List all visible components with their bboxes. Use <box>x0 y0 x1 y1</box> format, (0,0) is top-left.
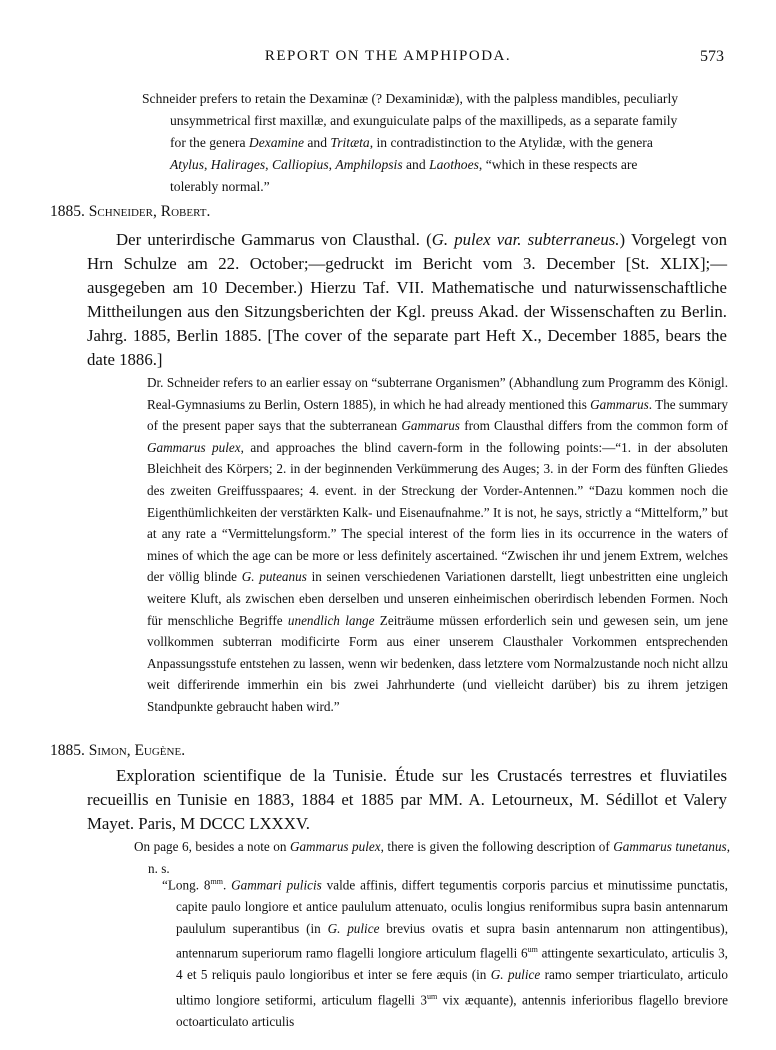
running-title: REPORT ON THE AMPHIPODA. <box>264 48 512 64</box>
species-name: G. puteanus <box>241 569 307 585</box>
annotation-note: On page 6, besides a note on Gammarus pulex, there is given the following description of Gammarus tunetanus, n. s. <box>134 839 730 876</box>
quote-line: unsymmetrical first maxillæ, and exunguiculate palps of the maxillipeds, as a separate family <box>170 113 678 128</box>
quote-line: Schneider prefers to retain the Dexaminæ (? Dexaminidæ), with the palpless mandibles, peculiarly <box>142 91 679 106</box>
continued-quote <box>142 88 726 198</box>
quote-line: tolerably normal.” <box>170 179 270 194</box>
genus-name: Dexamine <box>248 135 304 150</box>
species-name: Gammarus pulex <box>147 439 241 455</box>
entry-year: 1885. <box>50 742 85 759</box>
emphasis: unendlich lange <box>287 612 375 628</box>
genus-name: Gammarus <box>590 396 649 412</box>
species-name: G. pulice <box>490 967 541 983</box>
author-last-name: Simon, <box>88 742 131 759</box>
genus-name: Atylus <box>170 157 204 172</box>
species-name: Gammarus tunetanus <box>613 839 727 854</box>
author-first-name: Eugène. <box>134 742 186 759</box>
species-name: Gammari pulicis <box>231 877 322 893</box>
bibliographic-citation: Exploration scientifique de la Tunisie. Étude sur les Crustacés terrestres et fluviatiles recueillis en Tunisie en 1883, 1884 et 1885 par MM. A. Letourneux, M. Sédillot et Valery Mayet. Paris, M DCCC LXXXV. <box>87 766 727 833</box>
genus-name: Laothoes <box>429 157 479 172</box>
bibliographic-citation: Der unterirdische Gammarus von Clausthal. (G. pulex var. subterraneus.) Vorgelegt von Hrn Schulze am 22. October;—gedruckt im Bericht vom 3. December [St. XLIX];—ausgegeben am 10 December.) Hierzu Taf. VII. Mathematische und naturwissenschaftliche Mittheilungen aus den Sitzungsberichten der Kgl. preuss Akad. der Wissenschaften zu Berlin. Jahrg. 1885, Berlin 1885. [The cover of the separate part Heft X., December 1885, bears the date 1886.] <box>87 230 727 369</box>
species-name: G. pulex var. subterraneus. <box>431 230 620 249</box>
quote-line: for the genera Dexamine and Tritæta, in contradistinction to the Atylidæ, with the genera <box>170 135 653 150</box>
genus-name: Gammarus <box>401 418 460 434</box>
species-name: G. pulice <box>327 920 380 936</box>
genus-name: Halirages <box>210 157 266 172</box>
genus-name: Calliopius <box>271 157 329 172</box>
quote-line: Atylus, Halirages, Calliopius, Amphilopsis and Laothoes, “which in these respects are <box>170 157 638 172</box>
genus-name: Tritæta <box>330 135 370 150</box>
entry-heading <box>50 742 185 760</box>
page-number: 573 <box>700 48 724 65</box>
latin-description: “Long. $8^{mm}$. Gammari pulicis valde affinis, differt tegumentis corporis parcius et minutissime punctatis, capite paulo longiore et antice paululum attenuato, oculis longius reniformibus supra basin antennarum paululum superantibus (in G. pulice brevius ovatis et supra basin antennarum non attingentibus), antennarum superiorum ramo flagelli longiore articulum flagelli $6^{um}$ attingente sexarticulato, articulis 3, 4 et 5 reliquis paulo longioribus et inter se fere æquis (in G. pulice ramo semper triarticulato, articulo ultimo longiore setiformi, articulum flagelli $3^{um}$ vix æquante), antennis inferioribus flagello breviore octoarticulato articulis <box>162 877 728 1029</box>
species-name: Gammarus pulex <box>289 839 381 854</box>
annotation-note: Dr. Schneider refers to an earlier essay on “subterrane Organismen” (Abhandlung zum Programm des Königl. Real-Gymnasiums zu Berlin, Ostern 1885), in which he had already mentioned this Gammarus. The summary of the present paper says that the subterranean Gammarus from Clausthal differs from the common form of Gammarus pulex, and approaches the blind cavern-form in the following points:—“1. in der absoluten Bleichheit des Körpers; 2. in der beginnenden Verkümmerung des Auges; 3. in der Form des fünften Gliedes des zweiten Greiffusspaares; 4. event. in der Streckung der Vorder-Antennen.” “Dazu kommen noch die Eigenthümlichkeiten der verstärkten Kalk- und Eisenaufnahme.” It is not, he says, strictly a “Mittelform,” but at any rate a “Vermittelungsform.” The special interest of the form lies in its occurrence in the waters of mines of which the age can be more or less definitely ascertained. “Zwischen ihr und jenem Extrem, welches der völlig blinde G. puteanus in seinen verschiedenen Variationen darstellt, liegt unbestritten eine ungleich weitere Kluft, als zwischen eben derselben und unseren einheimischen oberirdisch lebenden Formen. Noch für menschliche Begriffe unendlich lange Zeiträume müssen erforderlich sein und gewesen sein, um jene vollkommen subterran modificirte Form aus einer unserem Clausthaler Vorkommen entsprechenden Anpassungsstufe entstehen zu lassen, wenn wir bedenken, dass letztere vom Normalzustande noch nicht allzu weit differirende immerhin ein bis zwei Jahrhunderte (und vielleicht darüber) bis zu ihrem jetzigen Standpunkte gebraucht haben wird.” <box>147 375 729 714</box>
genus-name: Amphilopsis <box>335 157 403 172</box>
author-first-name: Robert. <box>160 203 211 220</box>
entry-year: 1885. <box>50 203 85 220</box>
entry-heading <box>50 203 210 221</box>
author-last-name: Schneider, <box>88 203 157 220</box>
page-header <box>0 48 776 70</box>
